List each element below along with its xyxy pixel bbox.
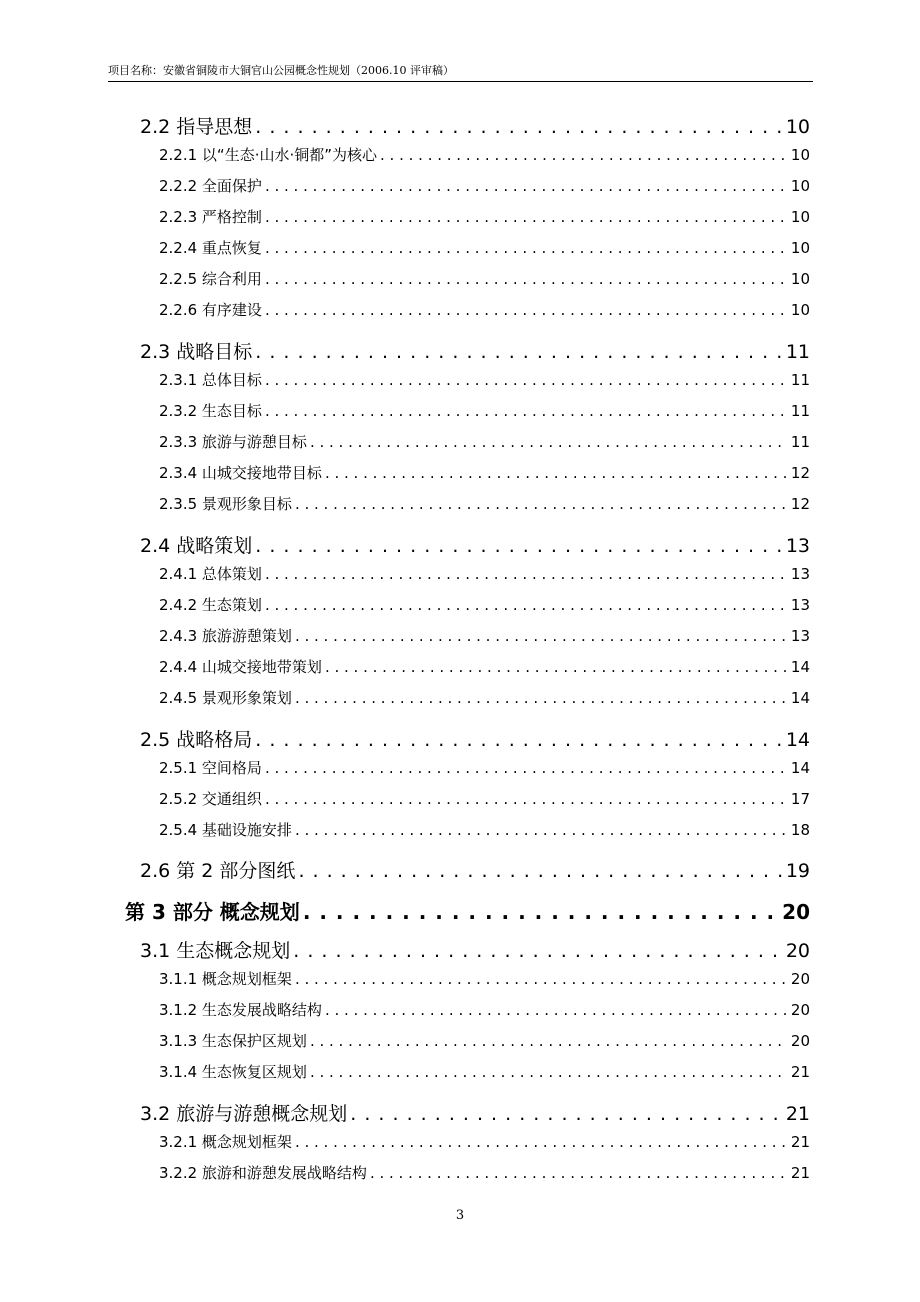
dot-leader	[325, 658, 788, 676]
toc-entry-page: 10	[790, 208, 810, 226]
toc-entry-level-3[interactable]	[159, 431, 810, 452]
toc-entry-page: 18	[790, 821, 810, 839]
toc-entry-level-2[interactable]	[140, 725, 810, 752]
toc-entry-page: 10	[790, 177, 810, 195]
toc-entry-level-2[interactable]	[140, 112, 810, 139]
toc-entry-title: 2.2.1 以“生态·山水·铜都”为核心	[159, 146, 378, 164]
dot-leader	[255, 116, 783, 138]
dot-leader	[325, 1001, 788, 1019]
dot-leader	[265, 565, 788, 583]
toc-entry-title: 2.3.2 生态目标	[159, 402, 262, 420]
toc-entry-page: 20	[790, 970, 810, 988]
toc-entry-level-3[interactable]	[159, 1162, 810, 1183]
toc-entry-level-3[interactable]	[159, 462, 810, 483]
toc-entry-level-3[interactable]	[159, 144, 810, 165]
toc-entry-title: 3.1.3 生态保护区规划	[159, 1032, 307, 1050]
toc-entry-title: 2.5.1 空间格局	[159, 759, 262, 777]
toc-entry-level-1[interactable]	[125, 896, 810, 925]
toc-entry-page: 21	[790, 1063, 810, 1081]
toc-entry-title: 2.5.4 基础设施安排	[159, 821, 292, 839]
toc-entry-page: 10	[790, 146, 810, 164]
toc-entry-title: 3.1 生态概念规划	[140, 940, 291, 962]
dot-leader	[295, 495, 788, 513]
toc-entry-page: 17	[790, 790, 810, 808]
toc-entry-title: 2.3 战略目标	[140, 341, 253, 363]
project-title: 项目名称：安徽省铜陵市大铜官山公园概念性规划（2006.10 评审稿）	[108, 64, 454, 77]
toc-entry-level-3[interactable]	[159, 237, 810, 258]
toc-entry-page: 20	[790, 1001, 810, 1019]
dot-leader	[293, 940, 783, 962]
dot-leader	[265, 759, 788, 777]
dot-leader	[265, 596, 788, 614]
toc-entry-title: 3.1.4 生态恢复区规划	[159, 1063, 307, 1081]
toc-entry-title: 2.3.4 山城交接地带目标	[159, 464, 322, 482]
toc-entry-level-2[interactable]	[140, 531, 810, 558]
toc-entry-level-2[interactable]	[140, 936, 810, 963]
toc-entry-level-3[interactable]	[159, 1131, 810, 1152]
dot-leader	[265, 371, 788, 389]
toc-entry-title: 2.3.3 旅游与游憩目标	[159, 433, 307, 451]
toc-entry-page: 11	[790, 371, 810, 389]
toc-entry-title: 第 3 部分 概念规划	[125, 900, 300, 924]
toc-entry-title: 3.2.2 旅游和游憩发展战略结构	[159, 1164, 367, 1182]
toc-entry-level-3[interactable]	[159, 999, 810, 1020]
dot-leader	[255, 535, 783, 557]
page-number: 3	[455, 1208, 465, 1223]
toc-entry-level-3[interactable]	[159, 563, 810, 584]
toc-entry-level-2[interactable]	[140, 337, 810, 364]
dot-leader	[310, 1032, 788, 1050]
toc-entry-page: 12	[790, 464, 810, 482]
toc-entry-page: 11	[790, 402, 810, 420]
toc-entry-title: 2.5 战略格局	[140, 729, 253, 751]
page-header	[108, 62, 813, 82]
dot-leader	[370, 1164, 788, 1182]
toc-entry-title: 2.4.4 山城交接地带策划	[159, 658, 322, 676]
toc-entry-level-2[interactable]	[140, 1099, 810, 1126]
toc-entry-page: 20	[790, 1032, 810, 1050]
toc-entry-level-3[interactable]	[159, 1061, 810, 1082]
toc-entry-page: 13	[790, 627, 810, 645]
toc-entry-title: 2.4.5 景观形象策划	[159, 689, 292, 707]
toc-entry-title: 2.4.3 旅游游憩策划	[159, 627, 292, 645]
dot-leader	[265, 402, 788, 420]
dot-leader	[380, 146, 788, 164]
dot-leader	[303, 900, 779, 924]
toc-entry-level-3[interactable]	[159, 625, 810, 646]
toc-entry-page: 11	[790, 433, 810, 451]
toc-entry-level-3[interactable]	[159, 268, 810, 289]
dot-leader	[295, 627, 788, 645]
toc-entry-page: 14	[785, 729, 810, 751]
dot-leader	[295, 821, 788, 839]
dot-leader	[265, 270, 788, 288]
toc-entry-title: 2.2.5 综合利用	[159, 270, 262, 288]
toc-entry-title: 3.1.2 生态发展战略结构	[159, 1001, 322, 1019]
toc-entry-page: 14	[790, 759, 810, 777]
toc-entry-title: 2.4 战略策划	[140, 535, 253, 557]
dot-leader	[325, 464, 788, 482]
dot-leader	[298, 860, 782, 882]
dot-leader	[295, 689, 788, 707]
toc-entry-page: 10	[785, 116, 810, 138]
toc-entry-level-3[interactable]	[159, 400, 810, 421]
toc-entry-page: 11	[785, 341, 810, 363]
toc-entry-title: 2.3.1 总体目标	[159, 371, 262, 389]
toc-entry-level-3[interactable]	[159, 594, 810, 615]
toc-entry-title: 2.5.2 交通组织	[159, 790, 262, 808]
dot-leader	[265, 177, 788, 195]
dot-leader	[255, 341, 783, 363]
toc-entry-level-3[interactable]	[159, 175, 810, 196]
toc-entry-title: 2.3.5 景观形象目标	[159, 495, 292, 513]
toc-entry-page: 13	[790, 596, 810, 614]
toc-entry-title: 3.2.1 概念规划框架	[159, 1133, 292, 1151]
toc-entry-title: 2.2.6 有序建设	[159, 301, 262, 319]
dot-leader	[350, 1103, 783, 1125]
toc-entry-title: 2.6 第 2 部分图纸	[140, 860, 296, 882]
toc-entry-level-3[interactable]	[159, 656, 810, 677]
toc-entry-level-3[interactable]	[159, 968, 810, 989]
dot-leader	[310, 433, 788, 451]
toc-entry-title: 2.4.1 总体策划	[159, 565, 262, 583]
toc-entry-level-3[interactable]	[159, 493, 810, 514]
toc-entry-title: 3.2 旅游与游憩概念规划	[140, 1103, 348, 1125]
toc-entry-level-3[interactable]	[159, 206, 810, 227]
toc-entry-page: 13	[785, 535, 810, 557]
toc-entry-page: 14	[790, 658, 810, 676]
toc-entry-page: 21	[790, 1164, 810, 1182]
dot-leader	[310, 1063, 788, 1081]
toc-entry-level-3[interactable]	[159, 757, 810, 778]
toc-entry-title: 3.1.1 概念规划框架	[159, 970, 292, 988]
toc-entry-title: 2.2.2 全面保护	[159, 177, 262, 195]
toc-entry-title: 2.2 指导思想	[140, 116, 253, 138]
toc-entry-page: 20	[782, 900, 810, 924]
toc-entry-title: 2.2.4 重点恢复	[159, 239, 262, 257]
toc-entry-page: 21	[790, 1133, 810, 1151]
toc-entry-page: 10	[790, 270, 810, 288]
toc-entry-title: 2.4.2 生态策划	[159, 596, 262, 614]
dot-leader	[295, 1133, 788, 1151]
dot-leader	[265, 301, 788, 319]
toc-entry-level-3[interactable]	[159, 1030, 810, 1051]
toc-entry-level-3[interactable]	[159, 369, 810, 390]
dot-leader	[265, 208, 788, 226]
dot-leader	[295, 970, 788, 988]
toc-entry-page: 14	[790, 689, 810, 707]
dot-leader	[265, 790, 788, 808]
dot-leader	[265, 239, 788, 257]
toc-entry-level-3[interactable]	[159, 788, 810, 809]
dot-leader	[255, 729, 783, 751]
toc-entry-page: 13	[790, 565, 810, 583]
toc-entry-page: 20	[785, 940, 810, 962]
toc-entry-page: 10	[790, 239, 810, 257]
toc-entry-title: 2.2.3 严格控制	[159, 208, 262, 226]
toc-entry-page: 21	[785, 1103, 810, 1125]
toc-entry-level-3[interactable]	[159, 687, 810, 708]
toc-entry-level-3[interactable]	[159, 299, 810, 320]
toc-entry-page: 12	[790, 495, 810, 513]
toc-entry-level-3[interactable]	[159, 819, 810, 840]
toc-entry-level-2[interactable]	[140, 856, 810, 883]
toc-entry-page: 10	[790, 301, 810, 319]
toc-entry-page: 19	[785, 860, 810, 882]
